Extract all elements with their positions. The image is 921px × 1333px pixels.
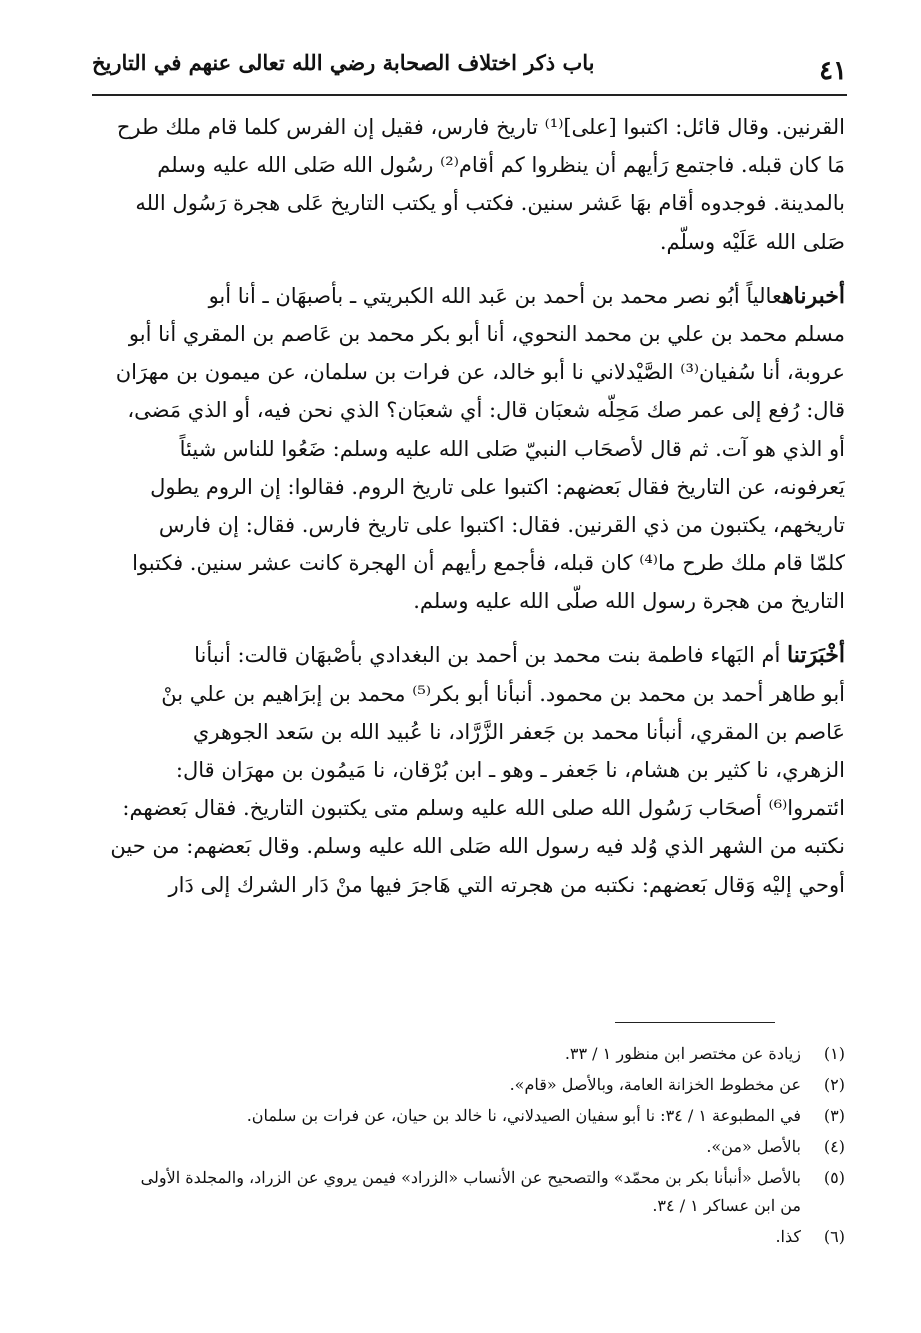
- text-line: [100, 277, 845, 315]
- footnote: [100, 1040, 845, 1068]
- footnote-rule: [615, 1022, 775, 1023]
- paragraph: [100, 277, 845, 621]
- text-line: قال: رُفع إلى عمر صك مَحِلّه شعبَان قال: أي شعبَان؟ الذي نحن فيه، أو الذي مَضى،: [127, 398, 845, 423]
- text-line: القرنين. وقال قائل: اكتبوا [على]⁽¹⁾ تاريخ فارس، فقيل إن الفرس كلما قام ملك طرح: [116, 115, 845, 139]
- text-line: صَلى الله عَلَيْه وسلّم.: [659, 229, 845, 254]
- main-text: [100, 108, 845, 904]
- footnote: [100, 1133, 845, 1161]
- footnote-line: من ابن عساكر ١ / ٣٤.: [652, 1196, 801, 1215]
- running-title: باب ذكر اختلاف الصحابة رضي الله تعالى عنهم في التاريخ: [92, 50, 595, 75]
- footnote-number: (٣): [823, 1106, 845, 1125]
- footnote: [100, 1164, 845, 1220]
- footnote: [100, 1223, 845, 1251]
- text-line-rest: أم البَهاء فاطمة بنت محمد بن أحمد بن البغدادي بأصْبهَان قالت: أنبأنا: [194, 643, 788, 668]
- footnotes: [100, 1040, 845, 1254]
- footnote-text: [100, 1102, 801, 1130]
- footnote-text: [100, 1223, 801, 1251]
- footnote-line: في المطبوعة ١ / ٣٤: نا أبو سفيان الصيدلاني، نا خالد بن حيان، عن فرات بن سلمان.: [246, 1106, 801, 1125]
- footnote-number: (٦): [823, 1227, 845, 1246]
- header-rule: [92, 94, 847, 96]
- footnote-text: [100, 1040, 801, 1068]
- footnote-line: بالأصل «من».: [706, 1137, 801, 1156]
- text-line: التاريخ من هجرة رسول الله صلّى الله عليه وسلم.: [413, 589, 845, 614]
- paragraph-lead-word: أخْبَرَتنا: [787, 642, 845, 669]
- text-line: أوحي إليْه وَقال بَعضهم: نكتبه من هجرته التي هَاجرَ فيها منْ دَار الشرك إلى دَار: [168, 872, 845, 897]
- text-line: مسلم محمد بن علي بن محمد النحوي، أنا أبو بكر محمد بن عَاصم بن المقري أنا أبو: [128, 321, 845, 346]
- text-line: الزهري، نا كثير بن هشام، نا جَعفر ـ وهو ـ ابن بُرْقان، نا مَيمُون بن مهرَان قال:: [175, 758, 845, 782]
- text-line: بالمدينة. فوجدوه أقام بهَا عَشر سنين. فكتب أو يكتب التاريخ عَلى هجرة رَسُول الله: [135, 191, 845, 216]
- footnote-text: [100, 1133, 801, 1161]
- footnote-number: (٥): [823, 1168, 845, 1187]
- paragraph: [100, 636, 845, 903]
- page-header: [92, 38, 847, 94]
- text-line: ائتمروا⁽⁶⁾ أصحَاب رَسُول الله صلى الله عليه وسلم متى يكتبون التاريخ. فقال بَعضهم:: [122, 796, 845, 821]
- text-line: يَعرفونه، عن التاريخ فقال بَعضهم: اكتبوا على تاريخ الروم. فقالوا: إن الروم يطول: [150, 474, 845, 499]
- text-line: كلمّا قام ملك طرح ما⁽⁴⁾ كان قبله، فأجمع رأيهم أن الهجرة كانت عشر سنين. فكتبوا: [132, 551, 845, 576]
- text-line: عروبة، أنا سُفيان⁽³⁾ الصَّيْدلاني نا أبو خالد، عن فرات بن سلمان، عن ميمون بن مهرَان: [115, 360, 845, 385]
- footnote: [100, 1071, 845, 1099]
- text-line: عَاصم بن المقري، أنبأنا محمد بن جَعفر الزَّرَّاد، نا عُبيد الله بن سَعد الجوهري: [192, 719, 845, 744]
- paragraph: [100, 108, 845, 261]
- paragraph-lead-word: أخبرناه: [782, 282, 845, 309]
- text-line: تاريخهم، يكتبون من ذي القرنين. فقال: اكتبوا على تاريخ فارس. فقال: إن فارس: [158, 512, 845, 537]
- footnote-line: زيادة عن مختصر ابن منظور ١ / ٣٣.: [564, 1044, 801, 1063]
- footnote-number: (٢): [823, 1075, 845, 1094]
- footnote-text: [100, 1164, 801, 1220]
- footnote-line: عن مخطوط الخزانة العامة، وبالأصل «قام».: [509, 1075, 801, 1094]
- footnote: [100, 1102, 845, 1130]
- text-line: [100, 636, 845, 674]
- footnote-line: بالأصل «أنبأنا بكر بن محمّد» والتصحيح عن الأنساب «الزراد» فيمن يروي عن الزراد، والمجلدة الأولى: [140, 1168, 801, 1187]
- footnote-number: (٤): [823, 1137, 845, 1156]
- text-line: أو الذي هو آت. ثم قال لأصحَاب النبيّ صَلى الله عليه وسلم: ضَعُوا للناس شيئاً: [179, 436, 845, 461]
- footnote-text: [100, 1071, 801, 1099]
- text-line: نكتبه من الشهر الذي وُلد فيه رسول الله صَلى الله عليه وسلم. وقال بَعضهم: من حين: [110, 834, 845, 859]
- footnote-number: (١): [823, 1044, 845, 1063]
- footnote-line: كذا.: [775, 1227, 801, 1246]
- text-line: مَا كان قبله. فاجتمع رَأيهم أن ينظروا كم أقام⁽²⁾ رسُول الله صَلى الله عليه وسلم: [157, 153, 845, 178]
- text-line-rest: عالياً أبُو نصر محمد بن أحمد بن عَبد الله الكبريتي ـ بأصبهَان ـ أنا أبو: [208, 283, 783, 308]
- page-number: ٤١: [819, 56, 847, 86]
- text-line: أبو طاهر أحمد بن محمد بن محمود. أنبأنا أبو بكر⁽⁵⁾ محمد بن إبرَاهيم بن علي بنْ: [161, 681, 845, 706]
